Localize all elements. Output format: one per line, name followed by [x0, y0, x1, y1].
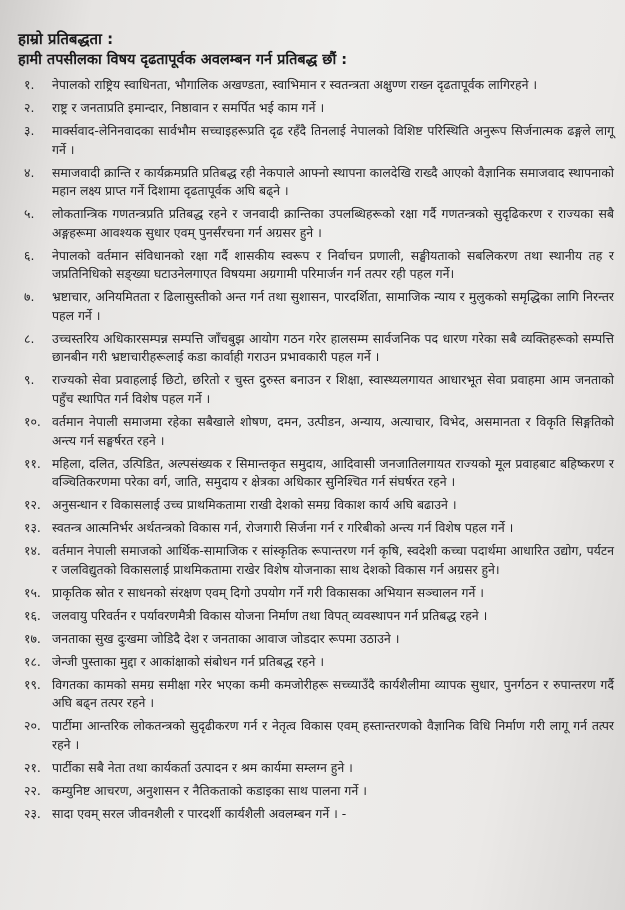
document-content [18, 30, 614, 828]
commitment-number: ३. [24, 122, 35, 138]
commitment-number: २२. [24, 782, 41, 798]
commitment-item [18, 330, 614, 367]
document-heading: हाम्रो प्रतिबद्धता : [18, 30, 114, 48]
commitment-list [18, 76, 614, 823]
commitment-text: सादा एवम् सरल जीवनशैली र पारदर्शी कार्यशैली अवलम्बन गर्ने । - [52, 805, 347, 821]
commitment-item [18, 805, 614, 824]
commitment-item [18, 164, 614, 201]
commitment-item [18, 122, 614, 159]
commitment-number: १७. [24, 630, 41, 646]
commitment-item [18, 653, 614, 672]
commitment-item [18, 630, 614, 649]
commitment-item [18, 496, 614, 515]
commitment-item [18, 542, 614, 579]
commitment-number: १०. [24, 414, 41, 430]
commitment-item [18, 607, 614, 626]
commitment-number: २१. [24, 759, 41, 775]
commitment-number: ७. [24, 289, 35, 305]
commitment-number: १२. [24, 497, 41, 513]
commitment-text: वर्तमान नेपाली समाजमा रहेका सबैखाले शोषण, दमन, उत्पीडन, अन्याय, अत्याचार, विभेद, असमानता र विकृति सिङ्गतिको अन्त्य गर्न सङ्घर्षरत रहने । [52, 414, 614, 448]
commitment-item [18, 371, 614, 408]
commitment-number: १५. [24, 584, 41, 600]
commitment-item [18, 782, 614, 801]
commitment-text: नेपालको वर्तमान संविधानको रक्षा गर्दै शासकीय स्वरूप र निर्वाचन प्रणाली, सङ्घीयताको सबलिकरण तथा स्थानीय तह र जप्रतिनिधिको सङ्ख्या घटाउनेलगाएत विषयमा अग्रगामी परिमार्जन गर्न तत्पर रही पहल गर्ने। [52, 247, 614, 282]
commitment-item [18, 519, 614, 538]
commitment-number: १६. [24, 607, 41, 623]
commitment-text: स्वतन्त्र आत्मनिर्भर अर्थतन्त्रको विकास गर्न, रोजगारी सिर्जना गर्न र गरिबीको अन्त्य गर्न विशेष पहल गर्ने । [52, 520, 514, 536]
commitment-number: ४. [24, 164, 35, 180]
commitment-text: जनताका सुख दुःखमा जोडिदै देश र जनताका आवाज जोडदार रूपमा उठाउने । [52, 630, 400, 646]
commitment-number: २०. [24, 718, 41, 734]
commitment-text: विगतका कामको समग्र समीक्षा गरेर भएका कमी कमजोरीहरू सच्च्याउँदै कार्यशैलीमा व्यापक सुधार, पुनर्गठन र रुपान्तरण गर्दै अघि बढ्न तत्पर रहने । [52, 676, 614, 711]
commitment-text: राष्ट्र र जनताप्रति इमान्दार, निष्ठावान र समर्पित भई काम गर्ने । [52, 99, 325, 115]
commitment-text: समाजवादी क्रान्ति र कार्यक्रमप्रति प्रतिबद्ध रही नेकपाले आफ्नो स्थापना कालदेखि राख्दै आएको वैज्ञानिक समाजवाद स्थापनाको महान लक्ष्य प्राप्त गर्ने दिशामा दृढतापूर्वक अघि बढ्ने । [52, 164, 614, 199]
commitment-item [18, 717, 614, 754]
commitment-item [18, 99, 614, 118]
commitment-item [18, 759, 614, 778]
commitment-text: महिला, दलित, उत्पिडित, अल्पसंख्यक र सिमान्तकृत समुदाय, आदिवासी जनजातिलगायत राज्यको मूल प्रवाहबाट बहिष्करण र वञ्चितिकरणमा परेका वर्ग, जाति, समुदाय र क्षेत्रका अधिकार सुनिश्चित गर्न संघर्षरत रहने । [52, 455, 614, 490]
commitment-text: मार्क्सवाद-लेनिनवादका सार्वभौम सच्चाइहरूप्रति दृढ रहँदै तिनलाई नेपालको विशिष्ट परिस्थिति अनुरूप सिर्जनात्मक ढङ्गले लागू गर्ने । [52, 122, 614, 157]
commitment-number: ११. [24, 455, 41, 471]
commitment-text: जलवायु परिवर्तन र पर्यावरणमैत्री विकास योजना निर्माण तथा विपत् व्यवस्थापन गर्न प्रतिबद्ध रहने । [52, 607, 488, 623]
commitment-number: १३. [24, 520, 41, 536]
commitment-number: ६. [24, 247, 35, 263]
commitment-item [18, 676, 614, 713]
commitment-number: १८. [24, 653, 41, 669]
commitment-text: पार्टीमा आन्तरिक लोकतन्त्रको सुदृढीकरण गर्न र नेतृत्व विकास एवम् हस्तान्तरणको वैज्ञानिक विधि निर्माण गरी लागू गर्न तत्पर रहने । [52, 718, 614, 752]
commitment-text: उच्चस्तरिय अधिकारसम्पन्न सम्पत्ति जाँचबुझ आयोग गठन गरेर हालसम्म सार्वजनिक पद धारण गरेका सबै व्यक्तिहरूको सम्पत्ति छानबीन गरी भ्रष्टाचारीहरूलाई कडा कार्वाही गराउन प्रभावकारी पहल गर्ने । [52, 330, 614, 365]
document-subheading: हामी तपसीलका विषय दृढतापूर्वक अवलम्बन गर्न प्रतिबद्ध छौं : [18, 52, 348, 68]
commitment-text: नेपालको राष्ट्रिय स्वाधिनता, भौगालिक अखण्डता, स्वाभिमान र स्वतन्त्रता अक्षुण्ण राख्न दृढतापूर्वक लागिरहने । [52, 77, 538, 92]
commitment-number: ९. [24, 372, 35, 388]
commitment-item [18, 76, 614, 95]
commitment-text: जेन्जी पुस्ताका मुद्दा र आकांक्षाको संबोधन गर्न प्रतिबद्ध रहने । [52, 653, 325, 669]
commitment-number: २३. [24, 805, 41, 821]
commitment-item [18, 584, 614, 603]
commitment-item [18, 413, 614, 450]
commitment-text: कम्युनिष्ट आचरण, अनुशासन र नैतिकताको कडाइका साथ पालना गर्ने । [52, 782, 367, 798]
commitment-text: प्राकृतिक स्रोत र साधनको संरक्षण एवम् दिगो उपयोग गर्ने गरी विकासका अभियान सञ्चालन गर्ने । [52, 584, 484, 600]
commitment-number: १. [24, 77, 35, 92]
commitment-text: अनुसन्धान र विकासलाई उच्च प्राथमिकतामा राखी देशको समग्र विकाश कार्य अघि बढाउने । [52, 497, 457, 513]
commitment-text: वर्तमान नेपाली समाजको आर्थिक-सामाजिक र सांस्कृतिक रूपान्तरण गर्न कृषि, स्वदेशी कच्चा पदार्थमा आधारित उद्योग, पर्यटन र जलविद्युतको विकासलाई प्राथमिकतामा राखेर विशेष योजनाका साथ देशको विकास गर्न अग्रसर हुने। [52, 543, 614, 577]
commitment-item [18, 247, 614, 284]
commitment-number: १४. [24, 543, 41, 559]
commitment-text: पार्टीका सबै नेता तथा कार्यकर्ता उत्पादन र श्रम कार्यमा सम्लग्न हुने । [52, 759, 353, 775]
commitment-number: १९. [24, 676, 41, 692]
commitment-text: राज्यको सेवा प्रवाहलाई छिटो, छरितो र चुस्त दुरुस्त बनाउन र शिक्षा, स्वास्थ्यलगायत आधारभूत सेवा प्रवाहमा आम जनताको पहुँच स्थापित गर्न विशेष पहल गर्ने । [52, 372, 614, 407]
commitment-number: ८. [24, 330, 35, 346]
commitment-text: लोकतान्त्रिक गणतन्त्रप्रति प्रतिबद्ध रहने र जनवादी क्रान्तिका उपलब्धिहरूको रक्षा गर्दै गणतन्त्रको सुदृढिकरण र राज्यका सबै अङ्गहरूमा आवश्यक सुधार एवम् पुनर्संरचना गर्न अग्रसर हुने । [52, 206, 614, 240]
commitment-item [18, 205, 614, 242]
commitment-number: २. [24, 99, 35, 115]
commitment-text: भ्रष्टाचार, अनियमितता र ढिलासुस्तीको अन्त गर्न तथा सुशासन, पारदर्शिता, सामाजिक न्याय र मुलुकको समृद्धिका लागि निरन्तर पहल गर्ने । [52, 289, 614, 323]
commitment-item [18, 455, 614, 492]
commitment-item [18, 288, 614, 325]
commitment-number: ५. [24, 206, 35, 222]
